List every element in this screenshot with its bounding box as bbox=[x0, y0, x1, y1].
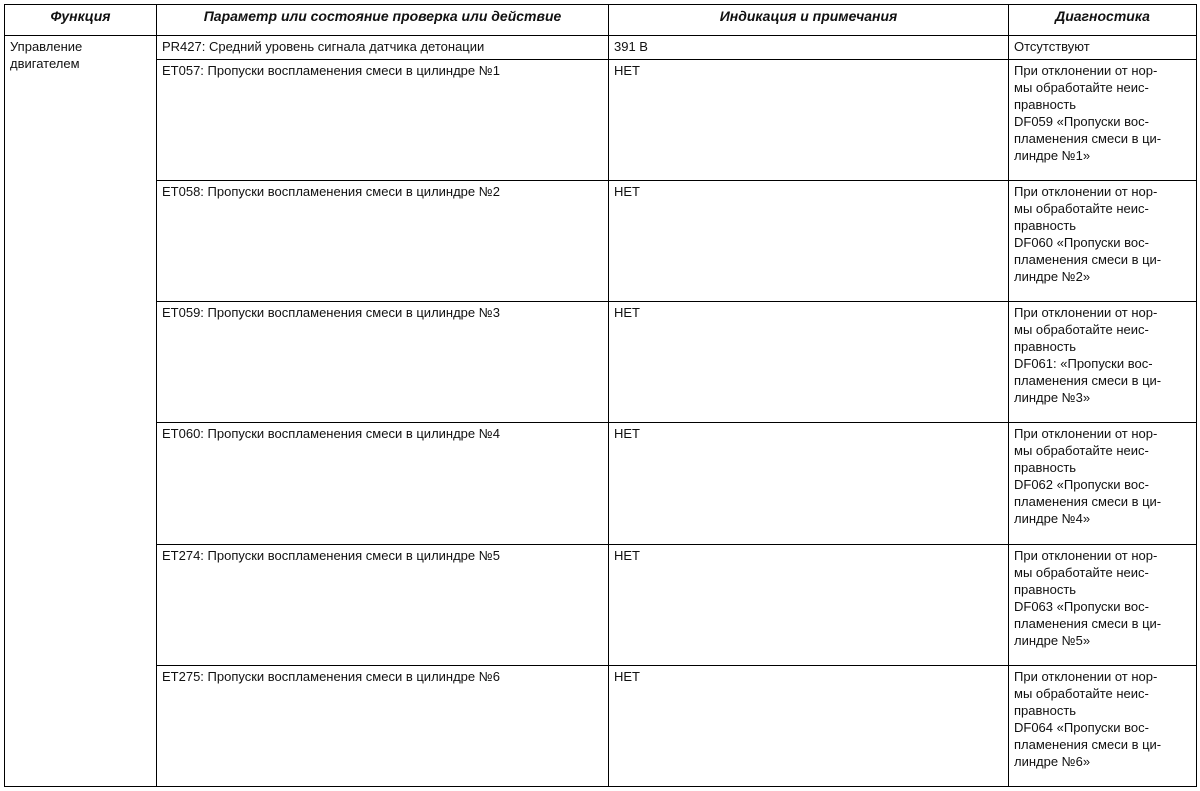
diagnostics-cell: При отклонении от нор- мы обработайте неис- правность DF063 «Пропуски вос- пламенения смеси в ци- линдре №5» bbox=[1009, 544, 1197, 665]
table-row bbox=[5, 423, 1197, 544]
diagnostic-table bbox=[4, 4, 1197, 787]
parameter-cell: ET275: Пропуски воспламенения смеси в цилиндре №6 bbox=[157, 665, 609, 786]
table-row bbox=[5, 665, 1197, 786]
table-header-row bbox=[5, 5, 1197, 36]
diagnostics-cell: Отсутствуют bbox=[1009, 36, 1197, 60]
function-cell: Управление двигателем bbox=[5, 36, 157, 787]
diagnostics-cell: При отклонении от нор- мы обработайте неис- правность DF060 «Пропуски вос- пламенения смеси в ци- линдре №2» bbox=[1009, 180, 1197, 301]
indication-cell: 391 В bbox=[609, 36, 1009, 60]
indication-cell: НЕТ bbox=[609, 423, 1009, 544]
parameter-cell: ET060: Пропуски воспламенения смеси в цилиндре №4 bbox=[157, 423, 609, 544]
indication-cell: НЕТ bbox=[609, 302, 1009, 423]
header-function: Функция bbox=[5, 5, 157, 36]
table-row bbox=[5, 180, 1197, 301]
parameter-cell: PR427: Средний уровень сигнала датчика детонации bbox=[157, 36, 609, 60]
indication-cell: НЕТ bbox=[609, 59, 1009, 180]
header-diagnostics: Диагностика bbox=[1009, 5, 1197, 36]
parameter-cell: ET058: Пропуски воспламенения смеси в цилиндре №2 bbox=[157, 180, 609, 301]
diagnostics-cell: При отклонении от нор- мы обработайте неис- правность DF059 «Пропуски вос- пламенения смеси в ци- линдре №1» bbox=[1009, 59, 1197, 180]
header-indication: Индикация и примечания bbox=[609, 5, 1009, 36]
parameter-cell: ET057: Пропуски воспламенения смеси в цилиндре №1 bbox=[157, 59, 609, 180]
table-row bbox=[5, 59, 1197, 180]
table-row bbox=[5, 302, 1197, 423]
indication-cell: НЕТ bbox=[609, 180, 1009, 301]
diagnostics-cell: При отклонении от нор- мы обработайте неис- правность DF062 «Пропуски вос- пламенения смеси в ци- линдре №4» bbox=[1009, 423, 1197, 544]
indication-cell: НЕТ bbox=[609, 544, 1009, 665]
parameter-cell: ET059: Пропуски воспламенения смеси в цилиндре №3 bbox=[157, 302, 609, 423]
diagnostics-cell: При отклонении от нор- мы обработайте неис- правность DF061: «Пропуски вос- пламенения смеси в ци- линдре №3» bbox=[1009, 302, 1197, 423]
table-row bbox=[5, 544, 1197, 665]
parameter-cell: ET274: Пропуски воспламенения смеси в цилиндре №5 bbox=[157, 544, 609, 665]
indication-cell: НЕТ bbox=[609, 665, 1009, 786]
header-parameter: Параметр или состояние проверка или действие bbox=[157, 5, 609, 36]
diagnostics-cell: При отклонении от нор- мы обработайте неис- правность DF064 «Пропуски вос- пламенения смеси в ци- линдре №6» bbox=[1009, 665, 1197, 786]
table-row bbox=[5, 36, 1197, 60]
